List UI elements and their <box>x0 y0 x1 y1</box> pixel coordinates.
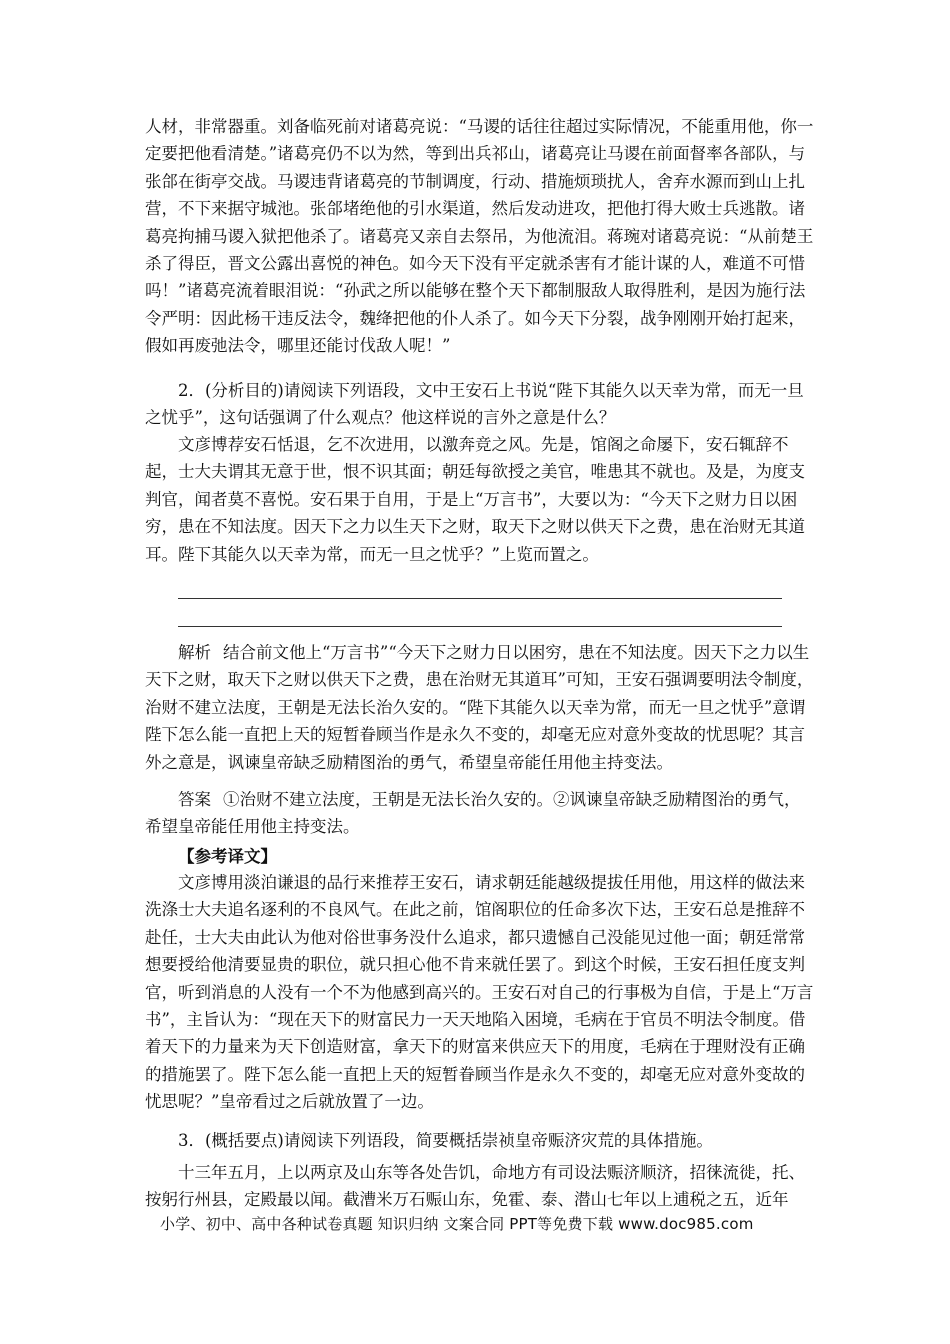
analysis-label: 解析 <box>178 643 211 662</box>
answer-line-1 <box>178 598 782 599</box>
translation-paragraph: 文彦博用淡泊谦退的品行来推荐王安石，请求朝廷能越级提拔任用他，用这样的做法来洗涤士大夫追名逐利的不良风气。在此之前，馆阁职位的任命多次下达，王安石总是推辞不赴任，士大夫由此认为他对俗世事务没什么追求，都只遗憾自己没能见过他一面；朝廷常常想要授给他清要显贵的职位，就只担心他不肯来就任罢了。到这个时候，王安石担任度支判官，听到消息的人没有一个不为他感到高兴的。王安石对自己的行事极为自信，于是上“万言书”，主旨认为：“现在天下的财富民力一天天地陷入困境，毛病在于官员不明法令制度。借着天下的力量来为天下创造财富，拿天下的财富来供应天下的用度，毛病在于理财没有正确的措施罢了。陛下怎么能一直把上天的短暂眷顾当作是永久不变的，却毫无应对意外变故的忧思呢？”皇帝看过之后就放置了一边。 <box>145 873 814 1112</box>
question-3-passage: 十三年五月，上以两京及山东等各处告饥，命地方有司设法赈济顺济，招徕流徙，托、按躬行州县，定殿最以闻。截漕米万石赈山东，免霍、泰、潜山七年以上逋税之五，近年 <box>145 1163 805 1210</box>
answer-line-2 <box>178 626 782 627</box>
answer-paragraph <box>145 786 815 841</box>
page-footer: 小学、初中、高中各种试卷真题 知识归纳 文案合同 PPT等免费下载 www.doc985.com <box>160 1215 754 1233</box>
translation-heading: 【参考译文】 <box>178 847 277 866</box>
analysis-text: 结合前文他上“万言书”“今天下之财力日以困穷，患在不知法度。因天下之力以生天下之财，取天下之财以供天下之费，患在治财无其道耳”可知，王安石强调要明法令制度，治财不建立法度，王朝是无法长治久安的。“陛下其能久以天幸为常，而无一旦之忧乎”意谓陛下怎么能一直把上天的短暂眷顾当作是永久不变的，却毫无应对意外变故的忧思呢？其言外之意是，讽谏皇帝缺乏励精图治的勇气，希望皇帝能任用他主持变法。 <box>145 643 814 772</box>
answer-text: ①治财不建立法度，王朝是无法长治久安的。②讽谏皇帝缺乏励精图治的勇气，希望皇帝能任用他主持变法。 <box>145 790 801 837</box>
question-2-prompt: 2．(分析目的)请阅读下列语段，文中王安石上书说“陛下其能久以天幸为常，而无一旦之忧乎”，这句话强调了什么观点？他这样说的言外之意是什么？ <box>145 381 804 428</box>
analysis-paragraph <box>145 639 815 776</box>
question-3-prompt: 3．(概括要点)请阅读下列语段，简要概括崇祯皇帝赈济灾荒的具体措施。 <box>178 1131 713 1150</box>
answer-label: 答案 <box>178 790 211 809</box>
story-tail-paragraph: 人材，非常器重。刘备临死前对诸葛亮说：“马谡的话往往超过实际情况，不能重用他，你一定要把他看清楚。”诸葛亮仍不以为然，等到出兵祁山，诸葛亮让马谡在前面督率各部队，与张郃在街亭交战。马谡违背诸葛亮的节制调度，行动、措施烦琐扰人，舍弃水源而到山上扎营，不下来据守城池。张郃堵绝他的引水渠道，然后发动进攻，把他打得大败士兵逃散。诸葛亮拘捕马谡入狱把他杀了。诸葛亮又亲自去祭吊，为他流泪。蒋琬对诸葛亮说：“从前楚王杀了得臣，晋文公露出喜悦的神色。如今天下没有平定就杀害有才能计谋的人，难道不可惜吗！”诸葛亮流着眼泪说：“孙武之所以能够在整个天下都制服敌人取得胜利，是因为施行法令严明：因此杨干违反法令，魏绛把他的仆人杀了。如今天下分裂，战争刚刚开始打起来，假如再废弛法令，哪里还能讨伐敌人呢！” <box>145 117 814 356</box>
question-2-passage: 文彦博荐安石恬退，乞不次进用，以激奔竞之风。先是，馆阁之命屡下，安石辄辞不起，士大夫谓其无意于世，恨不识其面；朝廷每欲授之美官，唯患其不就也。及是，为度支判官，闻者莫不喜悦。安石果于自用，于是上“万言书”，大要以为：“今天下之财力日以困穷，患在不知法度。因天下之力以生天下之财，取天下之财以供天下之费，患在治财无其道耳。陛下其能久以天幸为常，而无一旦之忧乎？”上览而置之。 <box>145 435 805 564</box>
